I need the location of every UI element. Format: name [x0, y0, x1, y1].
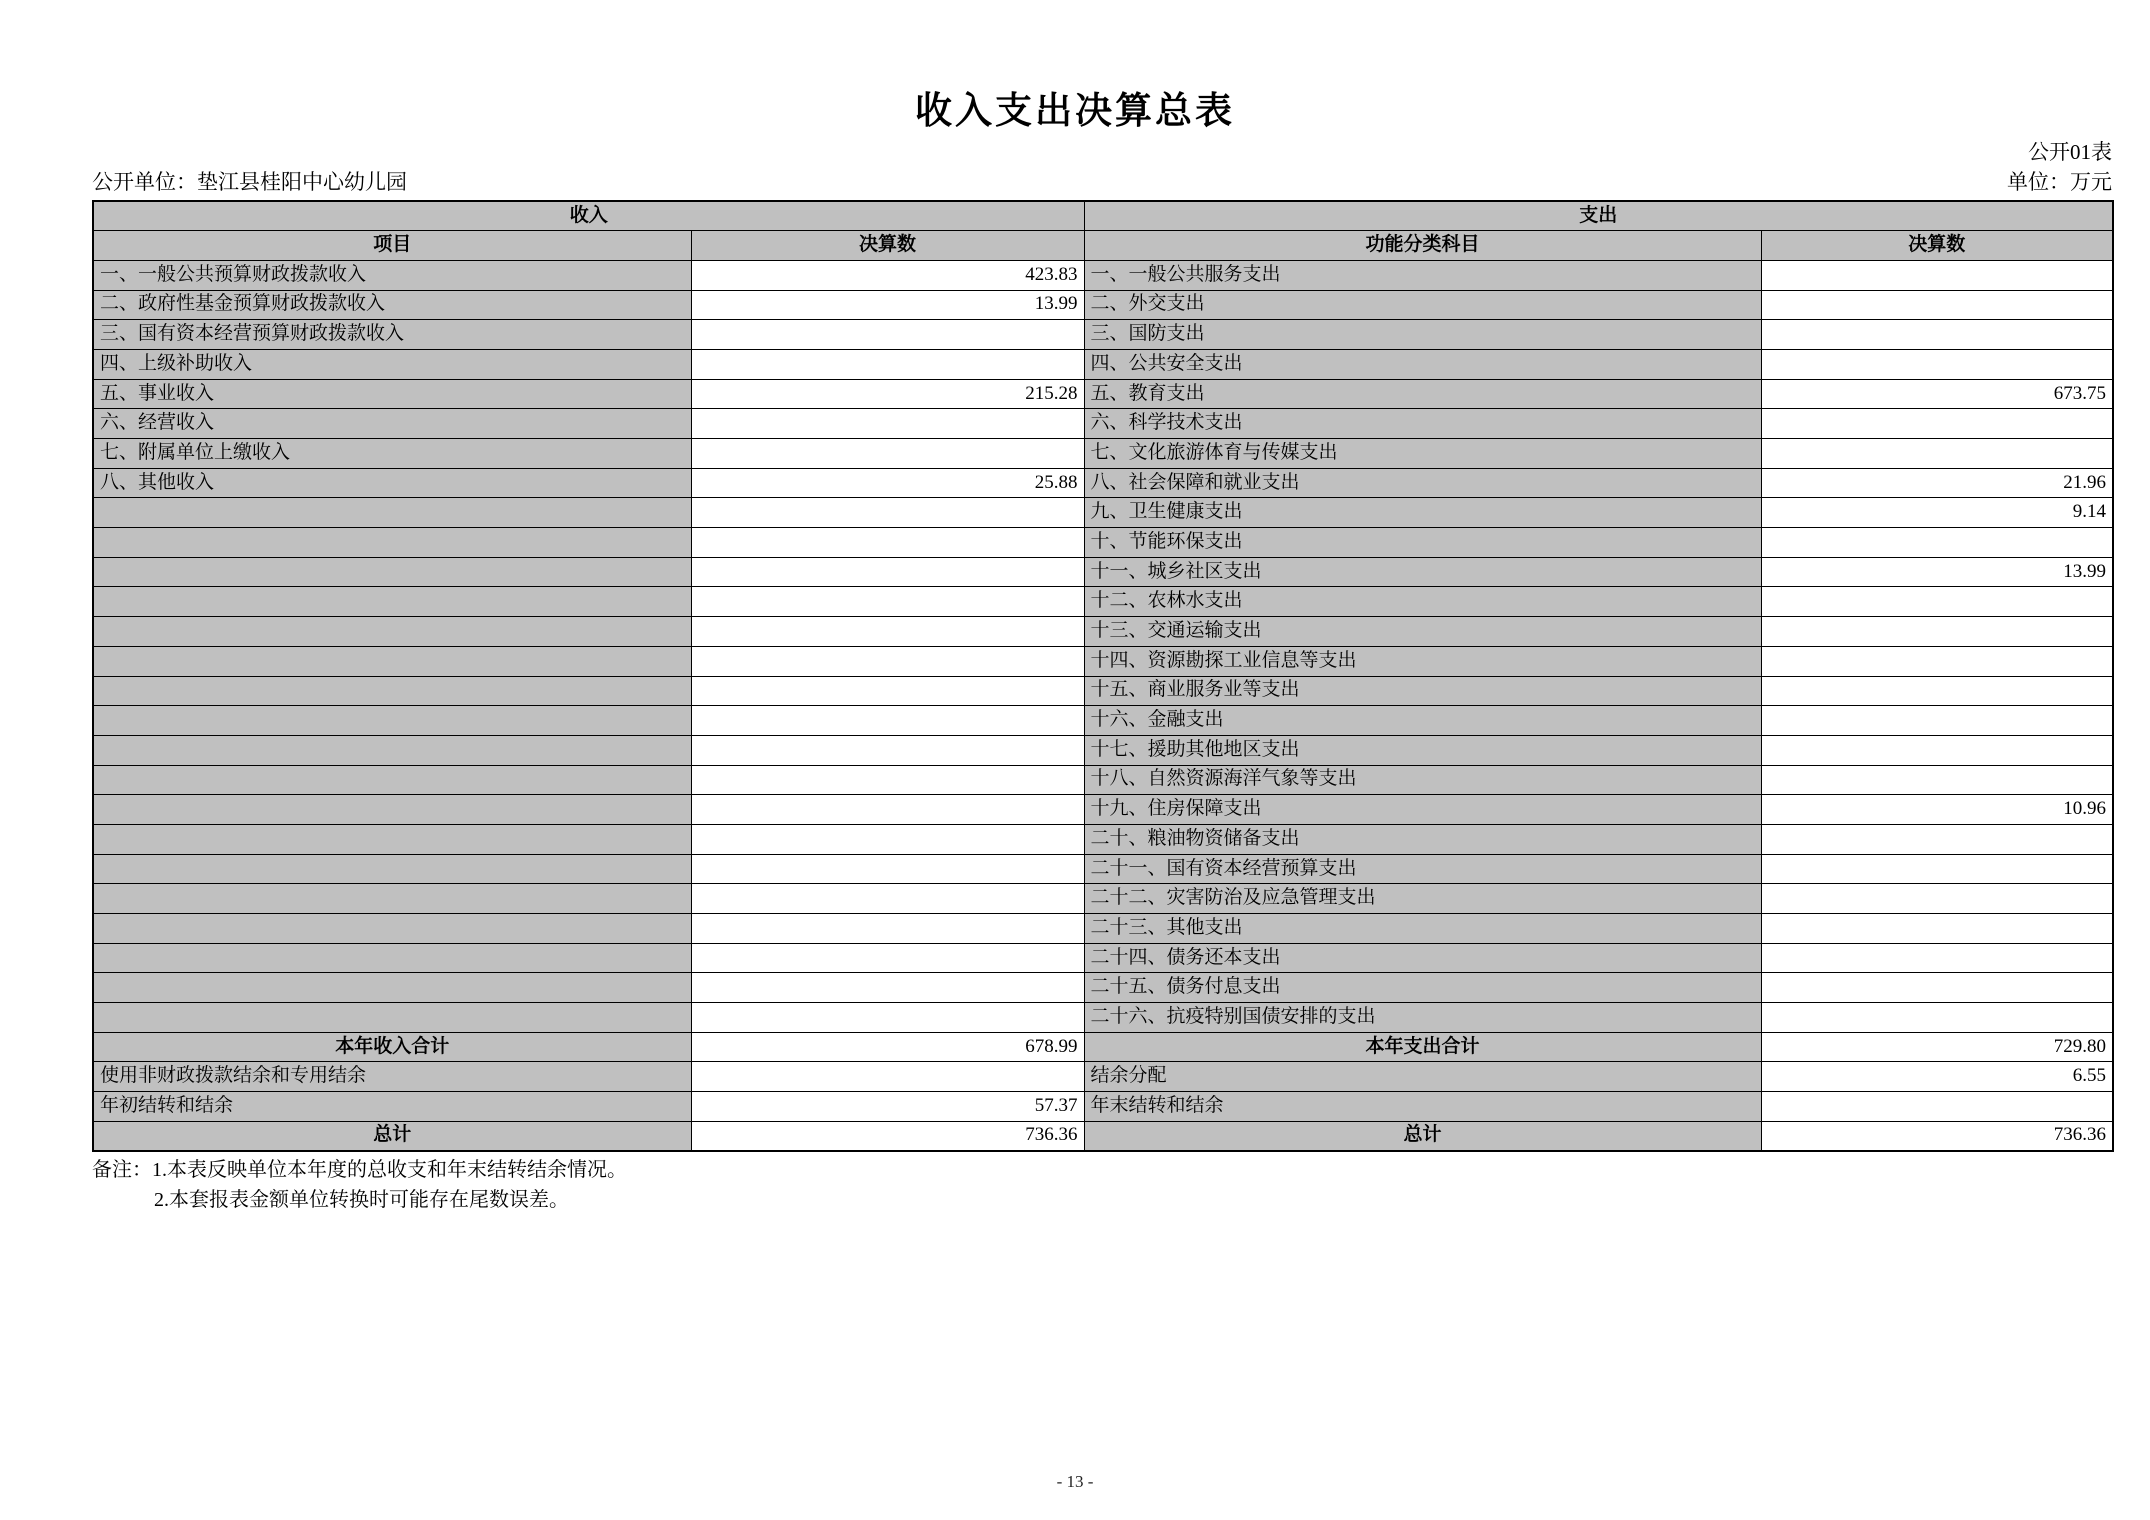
- table-row: [93, 735, 2113, 765]
- public-unit-label: 公开单位：垫江县桂阳中心幼儿园: [92, 170, 407, 194]
- income-amount-cell: 25.88: [691, 468, 1084, 498]
- expense-amount-cell: [1761, 824, 2113, 854]
- expense-amount-cell: 729.80: [1761, 1032, 2113, 1062]
- income-amount-cell: 57.37: [691, 1092, 1084, 1122]
- income-item-cell: 八、其他收入: [93, 468, 691, 498]
- final-accounts-table: [92, 200, 2114, 1152]
- expense-item-cell: 四、公共安全支出: [1084, 349, 1761, 379]
- income-item-cell: [93, 646, 691, 676]
- income-amount-column-header: 决算数: [691, 231, 1084, 261]
- expense-item-cell: 七、文化旅游体育与传媒支出: [1084, 439, 1761, 469]
- note-line-2: 2.本套报表金额单位转换时可能存在尾数误差。: [154, 1188, 569, 1211]
- info-line: [92, 166, 2112, 196]
- income-item-cell: [93, 973, 691, 1003]
- income-item-cell: [93, 824, 691, 854]
- table-row: [93, 676, 2113, 706]
- income-section-header: 收入: [93, 201, 1084, 231]
- table-row: [93, 884, 2113, 914]
- expense-item-cell: 二十一、国有资本经营预算支出: [1084, 854, 1761, 884]
- income-amount-cell: [691, 646, 1084, 676]
- income-amount-cell: [691, 349, 1084, 379]
- expense-item-cell: 十五、商业服务业等支出: [1084, 676, 1761, 706]
- expense-amount-cell: [1761, 854, 2113, 884]
- expense-item-cell: 结余分配: [1084, 1062, 1761, 1092]
- income-item-cell: [93, 765, 691, 795]
- table-row: [93, 706, 2113, 736]
- income-item-cell: 本年收入合计: [93, 1032, 691, 1062]
- expense-item-cell: 总计: [1084, 1121, 1761, 1151]
- income-amount-cell: [691, 409, 1084, 439]
- income-amount-cell: [691, 557, 1084, 587]
- expense-amount-cell: [1761, 706, 2113, 736]
- income-item-cell: [93, 498, 691, 528]
- expense-item-cell: 十二、农林水支出: [1084, 587, 1761, 617]
- expense-amount-cell: 6.55: [1761, 1062, 2113, 1092]
- income-amount-cell: 736.36: [691, 1121, 1084, 1151]
- table-row: [93, 587, 2113, 617]
- table-row: [93, 439, 2113, 469]
- income-amount-cell: [691, 676, 1084, 706]
- expense-amount-cell: [1761, 587, 2113, 617]
- income-amount-cell: [691, 706, 1084, 736]
- expense-item-cell: 十、节能环保支出: [1084, 528, 1761, 558]
- income-item-cell: [93, 587, 691, 617]
- expense-amount-cell: [1761, 973, 2113, 1003]
- table-row: [93, 260, 2113, 290]
- expense-amount-cell: [1761, 320, 2113, 350]
- income-amount-cell: [691, 824, 1084, 854]
- income-amount-cell: [691, 528, 1084, 558]
- expense-item-cell: 十八、自然资源海洋气象等支出: [1084, 765, 1761, 795]
- expense-item-cell: 三、国防支出: [1084, 320, 1761, 350]
- income-amount-cell: [691, 1003, 1084, 1033]
- table-row: [93, 528, 2113, 558]
- income-item-cell: [93, 676, 691, 706]
- expense-item-cell: 九、卫生健康支出: [1084, 498, 1761, 528]
- income-amount-cell: [691, 735, 1084, 765]
- expense-amount-cell: [1761, 439, 2113, 469]
- expense-item-column-header: 功能分类科目: [1084, 231, 1761, 261]
- expense-amount-cell: [1761, 735, 2113, 765]
- expense-amount-cell: [1761, 676, 2113, 706]
- table-row: [93, 1062, 2113, 1092]
- expense-item-cell: 十三、交通运输支出: [1084, 617, 1761, 647]
- expense-item-cell: 十六、金融支出: [1084, 706, 1761, 736]
- income-item-cell: [93, 706, 691, 736]
- expense-item-cell: 本年支出合计: [1084, 1032, 1761, 1062]
- income-item-cell: 总计: [93, 1121, 691, 1151]
- expense-item-cell: 八、社会保障和就业支出: [1084, 468, 1761, 498]
- table-row: [93, 468, 2113, 498]
- expense-amount-cell: 13.99: [1761, 557, 2113, 587]
- table-row: [93, 943, 2113, 973]
- expense-item-cell: 二十二、灾害防治及应急管理支出: [1084, 884, 1761, 914]
- column-header-row: [93, 231, 2113, 261]
- income-amount-cell: [691, 765, 1084, 795]
- notes-block: [92, 1156, 627, 1215]
- expense-amount-cell: 736.36: [1761, 1121, 2113, 1151]
- expense-item-cell: 六、科学技术支出: [1084, 409, 1761, 439]
- expense-item-cell: 十七、援助其他地区支出: [1084, 735, 1761, 765]
- table-row: [93, 349, 2113, 379]
- income-amount-cell: 678.99: [691, 1032, 1084, 1062]
- table-row: [93, 973, 2113, 1003]
- table-row: [93, 795, 2113, 825]
- expense-amount-cell: [1761, 1003, 2113, 1033]
- income-item-cell: 三、国有资本经营预算财政拨款收入: [93, 320, 691, 350]
- income-item-cell: [93, 617, 691, 647]
- income-amount-cell: [691, 973, 1084, 1003]
- expense-item-cell: 二十五、债务付息支出: [1084, 973, 1761, 1003]
- income-amount-cell: [691, 439, 1084, 469]
- expense-amount-cell: 10.96: [1761, 795, 2113, 825]
- expense-section-header: 支出: [1084, 201, 2113, 231]
- expense-item-cell: 二十三、其他支出: [1084, 914, 1761, 944]
- income-item-cell: 二、政府性基金预算财政拨款收入: [93, 290, 691, 320]
- income-amount-cell: [691, 1062, 1084, 1092]
- expense-item-cell: 一、一般公共服务支出: [1084, 260, 1761, 290]
- table-row: [93, 765, 2113, 795]
- income-item-column-header: 项目: [93, 231, 691, 261]
- table-row: [93, 1003, 2113, 1033]
- table-row: [93, 914, 2113, 944]
- income-amount-cell: [691, 498, 1084, 528]
- income-item-cell: 五、事业收入: [93, 379, 691, 409]
- income-amount-cell: [691, 587, 1084, 617]
- income-amount-cell: [691, 617, 1084, 647]
- income-item-cell: [93, 1003, 691, 1033]
- income-item-cell: [93, 884, 691, 914]
- income-item-cell: 六、经营收入: [93, 409, 691, 439]
- table-row: [93, 1121, 2113, 1151]
- income-amount-cell: 13.99: [691, 290, 1084, 320]
- unit-of-measure-label: 单位：万元: [2007, 170, 2112, 194]
- table-row: [93, 320, 2113, 350]
- income-item-cell: [93, 795, 691, 825]
- expense-item-cell: 二、外交支出: [1084, 290, 1761, 320]
- income-item-cell: 七、附属单位上缴收入: [93, 439, 691, 469]
- expense-item-cell: 十九、住房保障支出: [1084, 795, 1761, 825]
- expense-amount-cell: [1761, 349, 2113, 379]
- table-row: [93, 290, 2113, 320]
- expense-amount-cell: [1761, 528, 2113, 558]
- expense-amount-column-header: 决算数: [1761, 231, 2113, 261]
- expense-amount-cell: [1761, 1092, 2113, 1122]
- income-item-cell: 一、一般公共预算财政拨款收入: [93, 260, 691, 290]
- income-amount-cell: [691, 943, 1084, 973]
- expense-item-cell: 五、教育支出: [1084, 379, 1761, 409]
- expense-amount-cell: [1761, 943, 2113, 973]
- expense-amount-cell: [1761, 884, 2113, 914]
- expense-item-cell: 年末结转和结余: [1084, 1092, 1761, 1122]
- table-body: [93, 260, 2113, 1151]
- table-row: [93, 409, 2113, 439]
- table-row: [93, 498, 2113, 528]
- income-item-cell: [93, 557, 691, 587]
- income-amount-cell: [691, 854, 1084, 884]
- expense-amount-cell: [1761, 290, 2113, 320]
- expense-amount-cell: [1761, 914, 2113, 944]
- table-code-label: 公开01表: [2028, 140, 2112, 164]
- expense-amount-cell: 21.96: [1761, 468, 2113, 498]
- expense-item-cell: 二十、粮油物资储备支出: [1084, 824, 1761, 854]
- table-row: [93, 824, 2113, 854]
- income-item-cell: [93, 943, 691, 973]
- income-amount-cell: [691, 320, 1084, 350]
- table-row: [93, 1032, 2113, 1062]
- section-header-row: [93, 201, 2113, 231]
- income-item-cell: [93, 735, 691, 765]
- expense-item-cell: 十一、城乡社区支出: [1084, 557, 1761, 587]
- income-amount-cell: [691, 884, 1084, 914]
- table-row: [93, 557, 2113, 587]
- expense-item-cell: 十四、资源勘探工业信息等支出: [1084, 646, 1761, 676]
- expense-amount-cell: [1761, 646, 2113, 676]
- expense-item-cell: 二十六、抗疫特别国债安排的支出: [1084, 1003, 1761, 1033]
- table-row: [93, 617, 2113, 647]
- table-row: [93, 646, 2113, 676]
- page-number: - 13 -: [1056, 1472, 1094, 1491]
- income-item-cell: 四、上级补助收入: [93, 349, 691, 379]
- expense-amount-cell: 673.75: [1761, 379, 2113, 409]
- table-row: [93, 854, 2113, 884]
- income-item-cell: 年初结转和结余: [93, 1092, 691, 1122]
- expense-amount-cell: [1761, 765, 2113, 795]
- expense-amount-cell: [1761, 409, 2113, 439]
- income-amount-cell: [691, 914, 1084, 944]
- income-item-cell: [93, 528, 691, 558]
- expense-amount-cell: [1761, 617, 2113, 647]
- note-line-1: 备注：1.本表反映单位本年度的总收支和年末结转结余情况。: [92, 1159, 627, 1181]
- page-title: 收入支出决算总表: [915, 91, 1235, 132]
- table-row: [93, 379, 2113, 409]
- income-item-cell: [93, 914, 691, 944]
- income-amount-cell: 215.28: [691, 379, 1084, 409]
- income-item-cell: [93, 854, 691, 884]
- expense-amount-cell: 9.14: [1761, 498, 2113, 528]
- income-amount-cell: [691, 795, 1084, 825]
- table-row: [93, 1092, 2113, 1122]
- income-item-cell: 使用非财政拨款结余和专用结余: [93, 1062, 691, 1092]
- expense-item-cell: 二十四、债务还本支出: [1084, 943, 1761, 973]
- expense-amount-cell: [1761, 260, 2113, 290]
- income-amount-cell: 423.83: [691, 260, 1084, 290]
